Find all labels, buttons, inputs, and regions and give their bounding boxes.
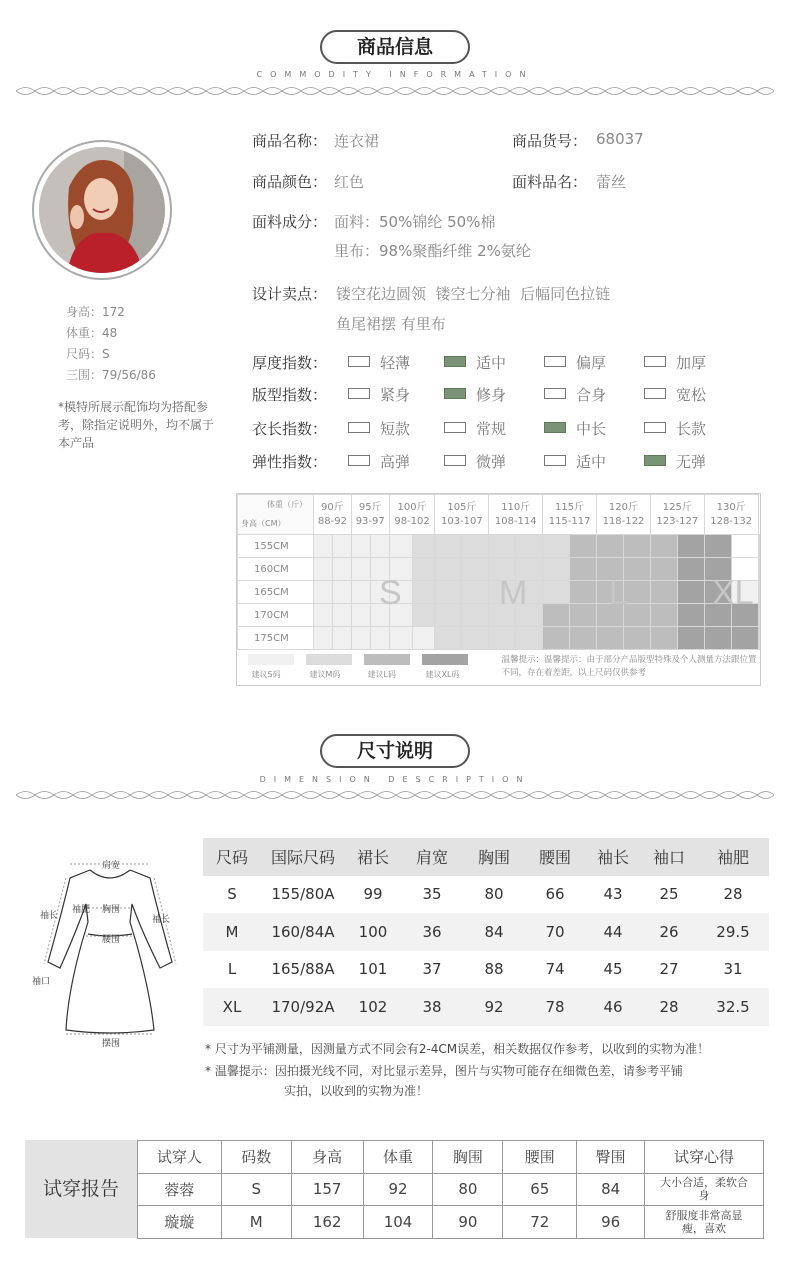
index-option [348,352,410,373]
checkbox-empty-icon [444,455,466,466]
checkbox-empty-icon [544,455,566,466]
name-value: 连衣裙 [334,132,380,150]
index-label: 版型指数： [252,386,328,404]
grid-cell [314,581,333,604]
dim-header-cell: 袖长 [585,838,641,876]
grid-cell [389,627,412,650]
report-cell: 璇璇 [138,1206,222,1239]
legend-swatch [422,654,468,665]
grid-cell [516,627,543,650]
dim-cell: 44 [585,913,641,951]
dim-header-cell: 腰围 [525,838,585,876]
sku-label: 商品货号： [512,132,588,150]
dress-diagram [22,852,192,1052]
dim-cell: 37 [422,960,442,979]
index-option-label: 修身 [476,386,507,404]
dim-cell: 92 [463,988,525,1026]
dim-cell: 102 [345,988,401,1026]
dim-cell: 28 [641,988,697,1026]
grid-cell [370,535,389,558]
grid-cell [677,535,704,558]
index-option [544,451,606,472]
wave-divider-2 [16,788,774,802]
model-height: 身高：172 [66,305,125,319]
grid-cell [758,558,759,581]
name-label: 商品名称： [252,132,328,150]
diagram-sleeve-right: 袖长 [152,915,171,925]
grid-weight-jin: 110斤 [501,501,531,513]
dim-cell: XL [203,988,261,1026]
grid-cell [677,558,704,581]
composition-line2: 里布：98%聚酯纤维 2%氨纶 [334,242,531,260]
grid-size-letter: S [379,574,402,612]
grid-cell [650,535,677,558]
report-header-cell: 胸围 [433,1141,503,1174]
dim-header-cell: 肩宽 [401,838,463,876]
section-subtitle-dimension: DIMENSION DESCRIPTION [259,775,531,784]
checkbox-empty-icon [544,356,566,367]
dim-cell: 80 [484,885,504,904]
fabric-label: 面料品名： [512,173,588,191]
grid-cell [314,535,333,558]
table-row [203,951,769,989]
index-option [644,384,706,405]
dim-header-cell: 国际尺码 [261,838,345,876]
tryon-report-table [137,1140,764,1239]
dim-cell: 46 [585,988,641,1026]
grid-cell [677,627,704,650]
note-color: * 温馨提示：因拍摄光线不同，对比显示差异，图片与实物可能存在细微色差，请参考平铺 [205,1064,683,1078]
grid-weight-header [597,495,651,535]
grid-corner [238,495,314,535]
grid-weight-jin: 90斤 [321,501,344,513]
index-row [252,451,732,471]
grid-weight-jin: 105斤 [447,501,477,513]
dim-cell: L [227,960,237,979]
grid-weight-header [543,495,597,535]
model-size: 尺码：S [66,347,110,361]
report-header-cell: 试穿人 [138,1141,222,1174]
report-cell: 162 [291,1206,363,1239]
report-cell: 92 [363,1173,433,1206]
dim-header-cell: 裙长 [345,838,401,876]
dim-cell: 70 [525,913,585,951]
report-cell: 72 [503,1206,577,1239]
grid-cell [758,581,759,604]
diagram-sleeve-left: 袖长 [40,911,59,921]
grid-weight-jin: 120斤 [608,501,638,513]
index-label: 弹性指数： [252,453,328,471]
dim-header-cell: 胸围 [463,838,525,876]
grid-cell [570,627,597,650]
checkbox-checked-icon [444,388,466,399]
grid-cell [412,558,435,581]
grid-cell [351,535,370,558]
dim-cell: 25 [659,885,679,904]
checkbox-checked-icon [644,455,666,466]
checkbox-empty-icon [348,388,370,399]
grid-cell [516,535,543,558]
model-avatar [32,140,172,280]
sku-value: 68037 [596,130,644,148]
grid-weight-jin: 115斤 [555,501,585,513]
report-cell: M [221,1206,291,1239]
grid-weight-header [489,495,543,535]
dim-cell: 170/92A [261,988,345,1026]
grid-legend-row [238,650,759,688]
checkbox-empty-icon [348,422,370,433]
index-row [252,418,732,438]
index-row [252,352,732,372]
color-value: 红色 [334,173,365,191]
section-title-dimension: 尺寸说明 [320,734,470,768]
report-cell: 蓉蓉 [138,1173,222,1206]
note-measurement: * 尺寸为平铺测量，因测量方式不同会有2-4CM误差，相关数据仅作参考，以收到的实物为准！ [205,1042,710,1056]
section-title-commodity: 商品信息 [320,30,470,64]
report-cell: S [221,1173,291,1206]
report-cell: 80 [433,1173,503,1206]
grid-cell [314,627,333,650]
dim-header-cell: 袖肥 [697,838,769,876]
grid-weight-range: 93-97 [355,515,385,527]
report-header-row [138,1141,764,1174]
dim-cell: 27 [659,960,679,979]
checkbox-empty-icon [644,356,666,367]
grid-weight-header [435,495,489,535]
grid-cell [314,558,333,581]
dim-cell: 36 [401,913,463,951]
grid-cell [412,604,435,627]
grid-cell [570,535,597,558]
index-label: 厚度指数： [252,354,328,372]
index-option [544,418,606,439]
grid-cell [731,627,758,650]
model-measurements: 三围：79/56/86 [66,368,156,382]
grid-size-letter: XL [712,574,754,612]
grid-cell [332,581,351,604]
checkbox-checked-icon [544,422,566,433]
grid-cell [543,535,570,558]
index-option [444,352,506,373]
index-option-label: 长款 [676,420,707,438]
dim-cell: 88 [484,960,504,979]
dim-cell: 78 [525,988,585,1026]
grid-cell [314,604,333,627]
grid-cell [332,627,351,650]
table-row [203,913,769,951]
dim-cell: 100 [345,913,401,951]
grid-cell [758,535,759,558]
grid-cell [412,581,435,604]
composition-line1: 面料：50%锦纶 50%棉 [334,213,496,231]
model-stats [66,302,156,386]
legend-swatch [248,654,294,665]
grid-cell [543,627,570,650]
checkbox-empty-icon [644,388,666,399]
grid-weight-jin: 125斤 [662,501,692,513]
grid-weight-range: 103-107 [440,515,483,527]
grid-cell [650,581,677,604]
checkbox-empty-icon [544,388,566,399]
dim-header-row [203,838,769,876]
grid-corner-height: 身高（CM） [241,519,286,528]
grid-weight-range: 123-127 [656,515,699,527]
grid-weight-range: 128-132 [710,515,753,527]
checkbox-checked-icon [444,356,466,367]
index-option [444,451,506,472]
grid-weight-header [351,495,389,535]
table-row [138,1206,764,1239]
grid-cell [351,558,370,581]
report-header-cell: 腰围 [503,1141,577,1174]
grid-weight-range: 88-92 [317,515,347,527]
grid-cell [462,627,489,650]
grid-cell [332,604,351,627]
grid-cell [650,627,677,650]
grid-weight-header [704,495,758,535]
report-cell: 96 [577,1206,645,1239]
grid-weight-range: 98-102 [394,515,430,527]
grid-cell [677,604,704,627]
grid-cell [435,604,462,627]
checkbox-empty-icon [444,422,466,433]
grid-weight-jin: 130斤 [716,501,746,513]
checkbox-empty-icon [644,422,666,433]
index-option-label: 适中 [476,354,507,372]
legend-label: 建议L码 [367,670,396,679]
index-option [644,418,706,439]
grid-cell [543,558,570,581]
grid-size-letter: L [609,574,628,612]
grid-cell [650,604,677,627]
dim-cell: 43 [603,885,623,904]
index-option-label: 宽松 [676,386,707,404]
grid-cell [351,627,370,650]
diagram-cuff: 袖口 [32,977,51,987]
model-weight: 体重：48 [66,326,118,340]
report-title: 试穿报告 [25,1140,137,1238]
report-cell: 84 [577,1173,645,1206]
dim-cell: 99 [363,885,383,904]
grid-cell [435,558,462,581]
index-option-label: 轻薄 [380,354,411,372]
dim-cell: 32.5 [697,988,769,1026]
checkbox-empty-icon [348,356,370,367]
grid-cell [389,535,412,558]
grid-cell [462,535,489,558]
note-color-cont: 实拍，以收到的实物为准！ [284,1084,429,1098]
dim-cell: 31 [723,960,743,979]
report-cell: 65 [503,1173,577,1206]
grid-weight-header [314,495,352,535]
index-label: 衣长指数： [252,420,328,438]
grid-cell [489,535,516,558]
grid-cell [462,558,489,581]
composition-label: 面料成分： [252,213,328,231]
index-option-label: 加厚 [676,354,707,372]
index-option [348,384,410,405]
dim-header-cell: 尺码 [203,838,261,876]
checkbox-empty-icon [348,455,370,466]
dim-cell: M [203,913,261,951]
index-option-label: 适中 [576,453,607,471]
index-row [252,384,732,404]
grid-cell [435,581,462,604]
report-header-cell: 体重 [363,1141,433,1174]
legend-swatch [306,654,352,665]
grid-weight-range: 115-117 [548,515,591,527]
dim-header-cell: 袖口 [641,838,697,876]
color-label: 商品颜色： [252,173,328,191]
table-row [203,988,769,1026]
legend-label: 建议S码 [251,670,281,679]
dim-cell: 74 [545,960,565,979]
size-recommendation-grid [236,493,761,686]
dim-cell: S [227,885,237,904]
table-row [203,876,769,914]
report-cell: 舒服度非常高显瘦，喜欢 [645,1206,764,1239]
dim-cell: 26 [641,913,697,951]
report-cell: 90 [433,1206,503,1239]
grid-weight-header [389,495,435,535]
grid-cell [543,604,570,627]
grid-cell [677,581,704,604]
grid-weight-header [650,495,704,535]
grid-cell [650,558,677,581]
grid-cell [597,627,624,650]
grid-weight-range: 118-122 [602,515,645,527]
diagram-shoulder: 肩宽 [102,861,121,871]
dimension-table [203,838,769,1026]
dim-cell: 160/84A [261,913,345,951]
index-option-label: 紧身 [380,386,411,404]
grid-cell [570,581,597,604]
grid-cell [332,558,351,581]
wave-divider [16,84,774,98]
dim-cell: 45 [603,960,623,979]
grid-weight-jin: 100斤 [397,501,427,513]
design-line2: 鱼尾裙摆 有里布 [336,315,446,333]
grid-tip: 温馨提示：温馨提示：由于部分产品版型特殊及个人测量方法跟位置不同，存在着差距，以上尺码仅供参考 [501,655,757,678]
dim-cell: 29.5 [697,913,769,951]
index-option [544,384,606,405]
grid-cell [758,604,759,627]
grid-cell [731,535,758,558]
report-cell: 104 [363,1206,433,1239]
grid-height-label: 175CM [238,627,314,650]
diagram-hem: 摆围 [102,1039,121,1049]
grid-cell [623,535,650,558]
legend-swatch [364,654,410,665]
grid-size-letter: M [499,574,528,612]
diagram-waist: 腰围 [102,935,121,945]
index-option-label: 中长 [576,420,607,438]
report-header-cell: 臀围 [577,1141,645,1174]
grid-cell [543,581,570,604]
dim-cell: 35 [422,885,442,904]
design-line1: 镂空花边圆领 镂空七分袖 后幅同色拉链 [336,285,611,303]
grid-cell [623,627,650,650]
report-header-cell: 身高 [291,1141,363,1174]
model-photo [39,147,165,273]
grid-cell [370,627,389,650]
report-header-cell: 试穿心得 [645,1141,764,1174]
diagram-chest: 胸围 [102,905,121,915]
index-option-label: 偏厚 [576,354,607,372]
report-cell: 大小合适，柔软合身 [645,1173,764,1206]
grid-height-label: 170CM [238,604,314,627]
index-option [644,352,706,373]
table-row [138,1173,764,1206]
report-cell: 157 [291,1173,363,1206]
index-option-label: 合身 [576,386,607,404]
index-option [444,418,506,439]
grid-height-label: 155CM [238,535,314,558]
section-subtitle-commodity: COMMODITY INFORMATION [256,70,534,79]
index-option-label: 常规 [476,420,507,438]
index-option-label: 高弹 [380,453,411,471]
design-label: 设计卖点： [252,285,328,303]
dim-cell: 155/80A [271,885,335,904]
grid-cell [351,581,370,604]
grid-cell [412,627,435,650]
grid-corner-weight: 体重（斤） [267,500,307,509]
index-option-label: 短款 [380,420,411,438]
index-option [444,384,506,405]
grid-cell [704,627,731,650]
index-option-label: 无弹 [676,453,707,471]
legend-label: 建议XL码 [425,670,460,679]
grid-height-label: 160CM [238,558,314,581]
grid-cell [412,535,435,558]
fabric-value: 蕾丝 [596,173,627,191]
diagram-sleeve-width: 袖肥 [72,905,91,915]
grid-cell [332,535,351,558]
grid-cell [758,627,759,650]
grid-cell [462,581,489,604]
grid-cell [570,558,597,581]
grid-cell [570,604,597,627]
model-note: *模特所展示配饰均为搭配参考，除指定说明外，均不属于本产品 [58,400,215,450]
grid-cell [597,535,624,558]
grid-cell [435,627,462,650]
dim-cell: 66 [545,885,565,904]
dim-cell: 38 [401,988,463,1026]
index-option [348,451,410,472]
grid-cell [704,535,731,558]
index-option [348,418,410,439]
dim-cell: 28 [723,885,743,904]
index-option [544,352,606,373]
grid-weight-jin: 95斤 [358,501,382,513]
grid-cell [435,535,462,558]
dim-cell: 101 [358,960,388,979]
grid-cell [351,604,370,627]
index-option-label: 微弹 [476,453,507,471]
index-option [644,451,706,472]
grid-cell [489,627,516,650]
grid-height-label: 165CM [238,581,314,604]
report-header-cell: 码数 [221,1141,291,1174]
grid-cell [462,604,489,627]
dim-cell: 84 [463,913,525,951]
dim-cell: 165/88A [271,960,335,979]
legend-label: 建议M码 [309,670,341,679]
grid-weight-range: 108-114 [494,515,537,527]
